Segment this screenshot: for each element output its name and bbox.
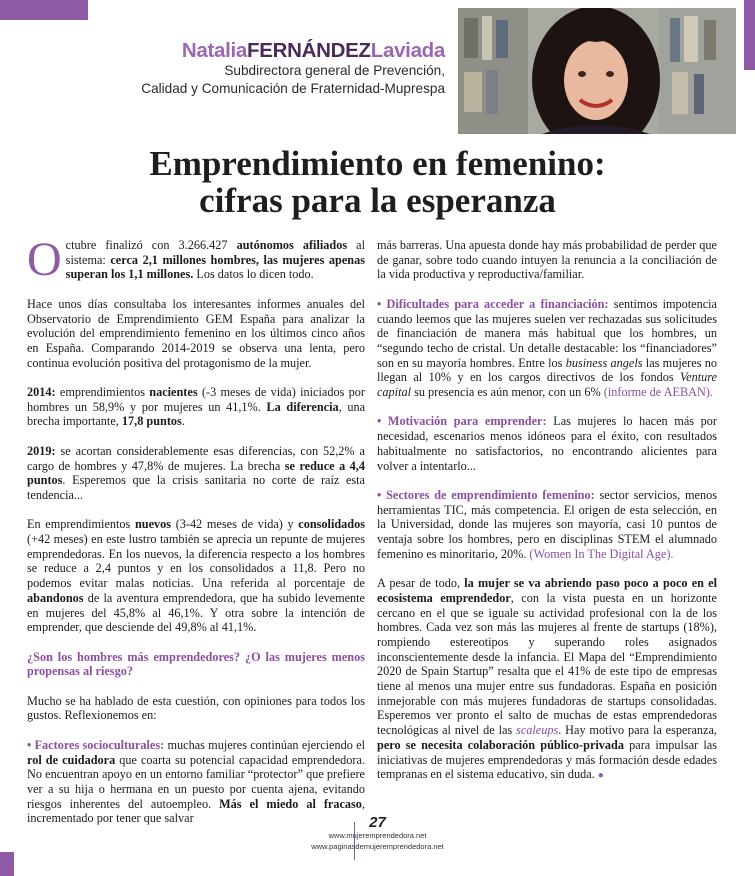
author-role-2: Calidad y Comunicación de Fraternidad-Muprespa [141,81,445,96]
source-link-women-digital-age[interactable]: (Women In The Digital Age). [529,546,674,561]
right-column [377,238,717,799]
paragraph: Hace unos días consultaba los interesantes informes anuales del Observatorio de Emprendimiento GEM España para analizar la evolución del emprendimiento femenino en los últimos cinco años en España. Comparando 2014-2019 se observa una lenta, pero continua evolución positiva del protagonismo de la mujer. [27,296,365,370]
decor-block-top-left [0,0,88,20]
paragraph: • Dificultades para acceder a financiación: sentimos impotencia cuando leemos que las mujeres suelen ver rechazadas sus solicitudes de financiación de manera más habitual que los hombres, un “segundo techo de cristal. Un detalle destacable: los “financiadores” son en su mayoría hombres. Entre los business angels las mujeres no llegan al 10% y en los cargos directivos de los fondos Venture capital su presencia es aún menor, con un 6% (informe de AEBAN). [377,296,718,400]
author-block [141,40,445,98]
paragraph: • Sectores de emprendimiento femenino: sector servicios, menos herramientas TIC, más competencia. El origen de esta selección, en la Universidad, donde las mujeres son mayoría, casi 10 puntos de ventaja sobre los hombres, pero en disciplinas STEM el alumnado femenino es minoritario, 20%. (Women In The Digital Age). [377,487,717,561]
title-line-1: Emprendimiento en femenino: [149,144,606,183]
paragraph: En emprendimientos nuevos (3-42 meses de vida) y consolidados (+42 meses) en este lustro también se aprecia un repunte de mujeres emprendedoras. En los nuevos, la diferencia respecto a los hombres se reduce a 2,4 puntos y en los consolidados a 11,8. Pero no podemos evitar malas noticias. Una referida al porcentaje de abandonos de la aventura emprendedora, que ha subido levemente en mujeres del 45,8% al 46,1%. Y otra sobre la intención de emprender, que desciende del 49,8% al 41,1%. [27,517,365,635]
decor-block-top-right [744,0,755,70]
source-link-aeban[interactable]: (informe de AEBAN). [603,385,713,400]
paragraph: más barreras. Una apuesta donde hay más probabilidad de perder que de ganar, sobre todo cuando intuyen la renuncia a la conciliación de la vida productiva y reproductiva/familiar. [377,238,717,282]
drop-cap: O [27,233,62,286]
left-column [27,233,366,841]
end-mark-icon: ● [597,770,604,782]
footer-url-1[interactable]: www.mujeremprendedora.net [328,831,427,840]
author-name: NataliaFERNÁNDEZLaviada [181,39,445,62]
page-footer [0,815,755,852]
title-line-2: cifras para la esperanza [199,181,556,220]
paragraph: • Factores socioculturales: muchas mujeres continúan ejerciendo el rol de cuidadora que coarta su potencial capacidad emprendedora. No encuentran apoyo en un entorno familiar “protector” que prefiere ver a su hija o hermana en un puesto por cuenta ajena, evitando riesgos inherentes del autoempleo. Más el miedo al fracaso, incrementado por tener que salvar [27,737,366,826]
author-role: Subdirectora general de Prevención, [224,63,445,78]
paragraph: 2019: se acortan considerablemente esas diferencias, con 52,2% a cargo de hombres y 47,8% de mujeres. La brecha se reduce a 4,4 puntos. Esperemos que la crisis sanitaria no corte de raíz esta tendencia... [27,443,365,502]
section-question: ¿Son los hombres más emprendedores? ¿O las mujeres menos propensas al riesgo? [27,649,365,679]
decor-block-bottom-left [0,852,14,876]
page-number: 27 [369,814,386,831]
paragraph: • Motivación para emprender: Las mujeres lo hacen más por necesidad, escenarios menos idóneos para el éxito, con resultados habitualmente no satisfactorios, no encontrando alicientes para volver a intentarlo... [377,414,717,473]
author-photo-illustration [458,8,736,134]
paragraph: 2014: emprendimientos nacientes (-3 meses de vida) iniciados por hombres un 58,9% y por mujeres un 41,1%. La diferencia, una brecha importante, 17,8 puntos. [27,385,366,429]
paragraph: A pesar de todo, la mujer se va abriendo paso poco a poco en el ecosistema emprendedor, con la vista puesta en un horizonte cercano en el que se iguale su actividad profesional con la de los hombres. Cada vez son más las mujeres al frente de startups (18%), rompiendo estereotipos y superando roles asignados inconscientemente desde la infancia. El Mapa del “Emprendimiento 2020 de Spain Startup” resalta que el 41% de este tipo de empresas tiene al menos una mujer entre sus fundadoras. España en posición inmejorable con más mujeres fundadoras de startups consolidadas. Esperemos ver pronto el salto de muchas de estas emprendedoras tecnológicas al nivel de las scaleups. Hay motivo para la esperanza, pero se necesita colaboración público-privada para impulsar las iniciativas de mujeres emprendedoras y más formación desde edades tempranas en el sistema educativo, sin duda. ● [377,576,717,782]
paragraph: Octubre finalizó con 3.266.427 autónomos afiliados al sistema: cerca 2,1 millones hombres, las mujeres apenas superan los 1,1 millones. Los datos lo dicen todo. [27,233,365,286]
article-title [0,145,755,219]
author-photo [458,8,736,134]
footer-url-2[interactable]: www.paginasdemujeremprendedora.net [311,842,444,851]
paragraph: Mucho se ha hablado de esta cuestión, con opiniones para todos los gustos. Reflexionemos en: [27,693,365,723]
